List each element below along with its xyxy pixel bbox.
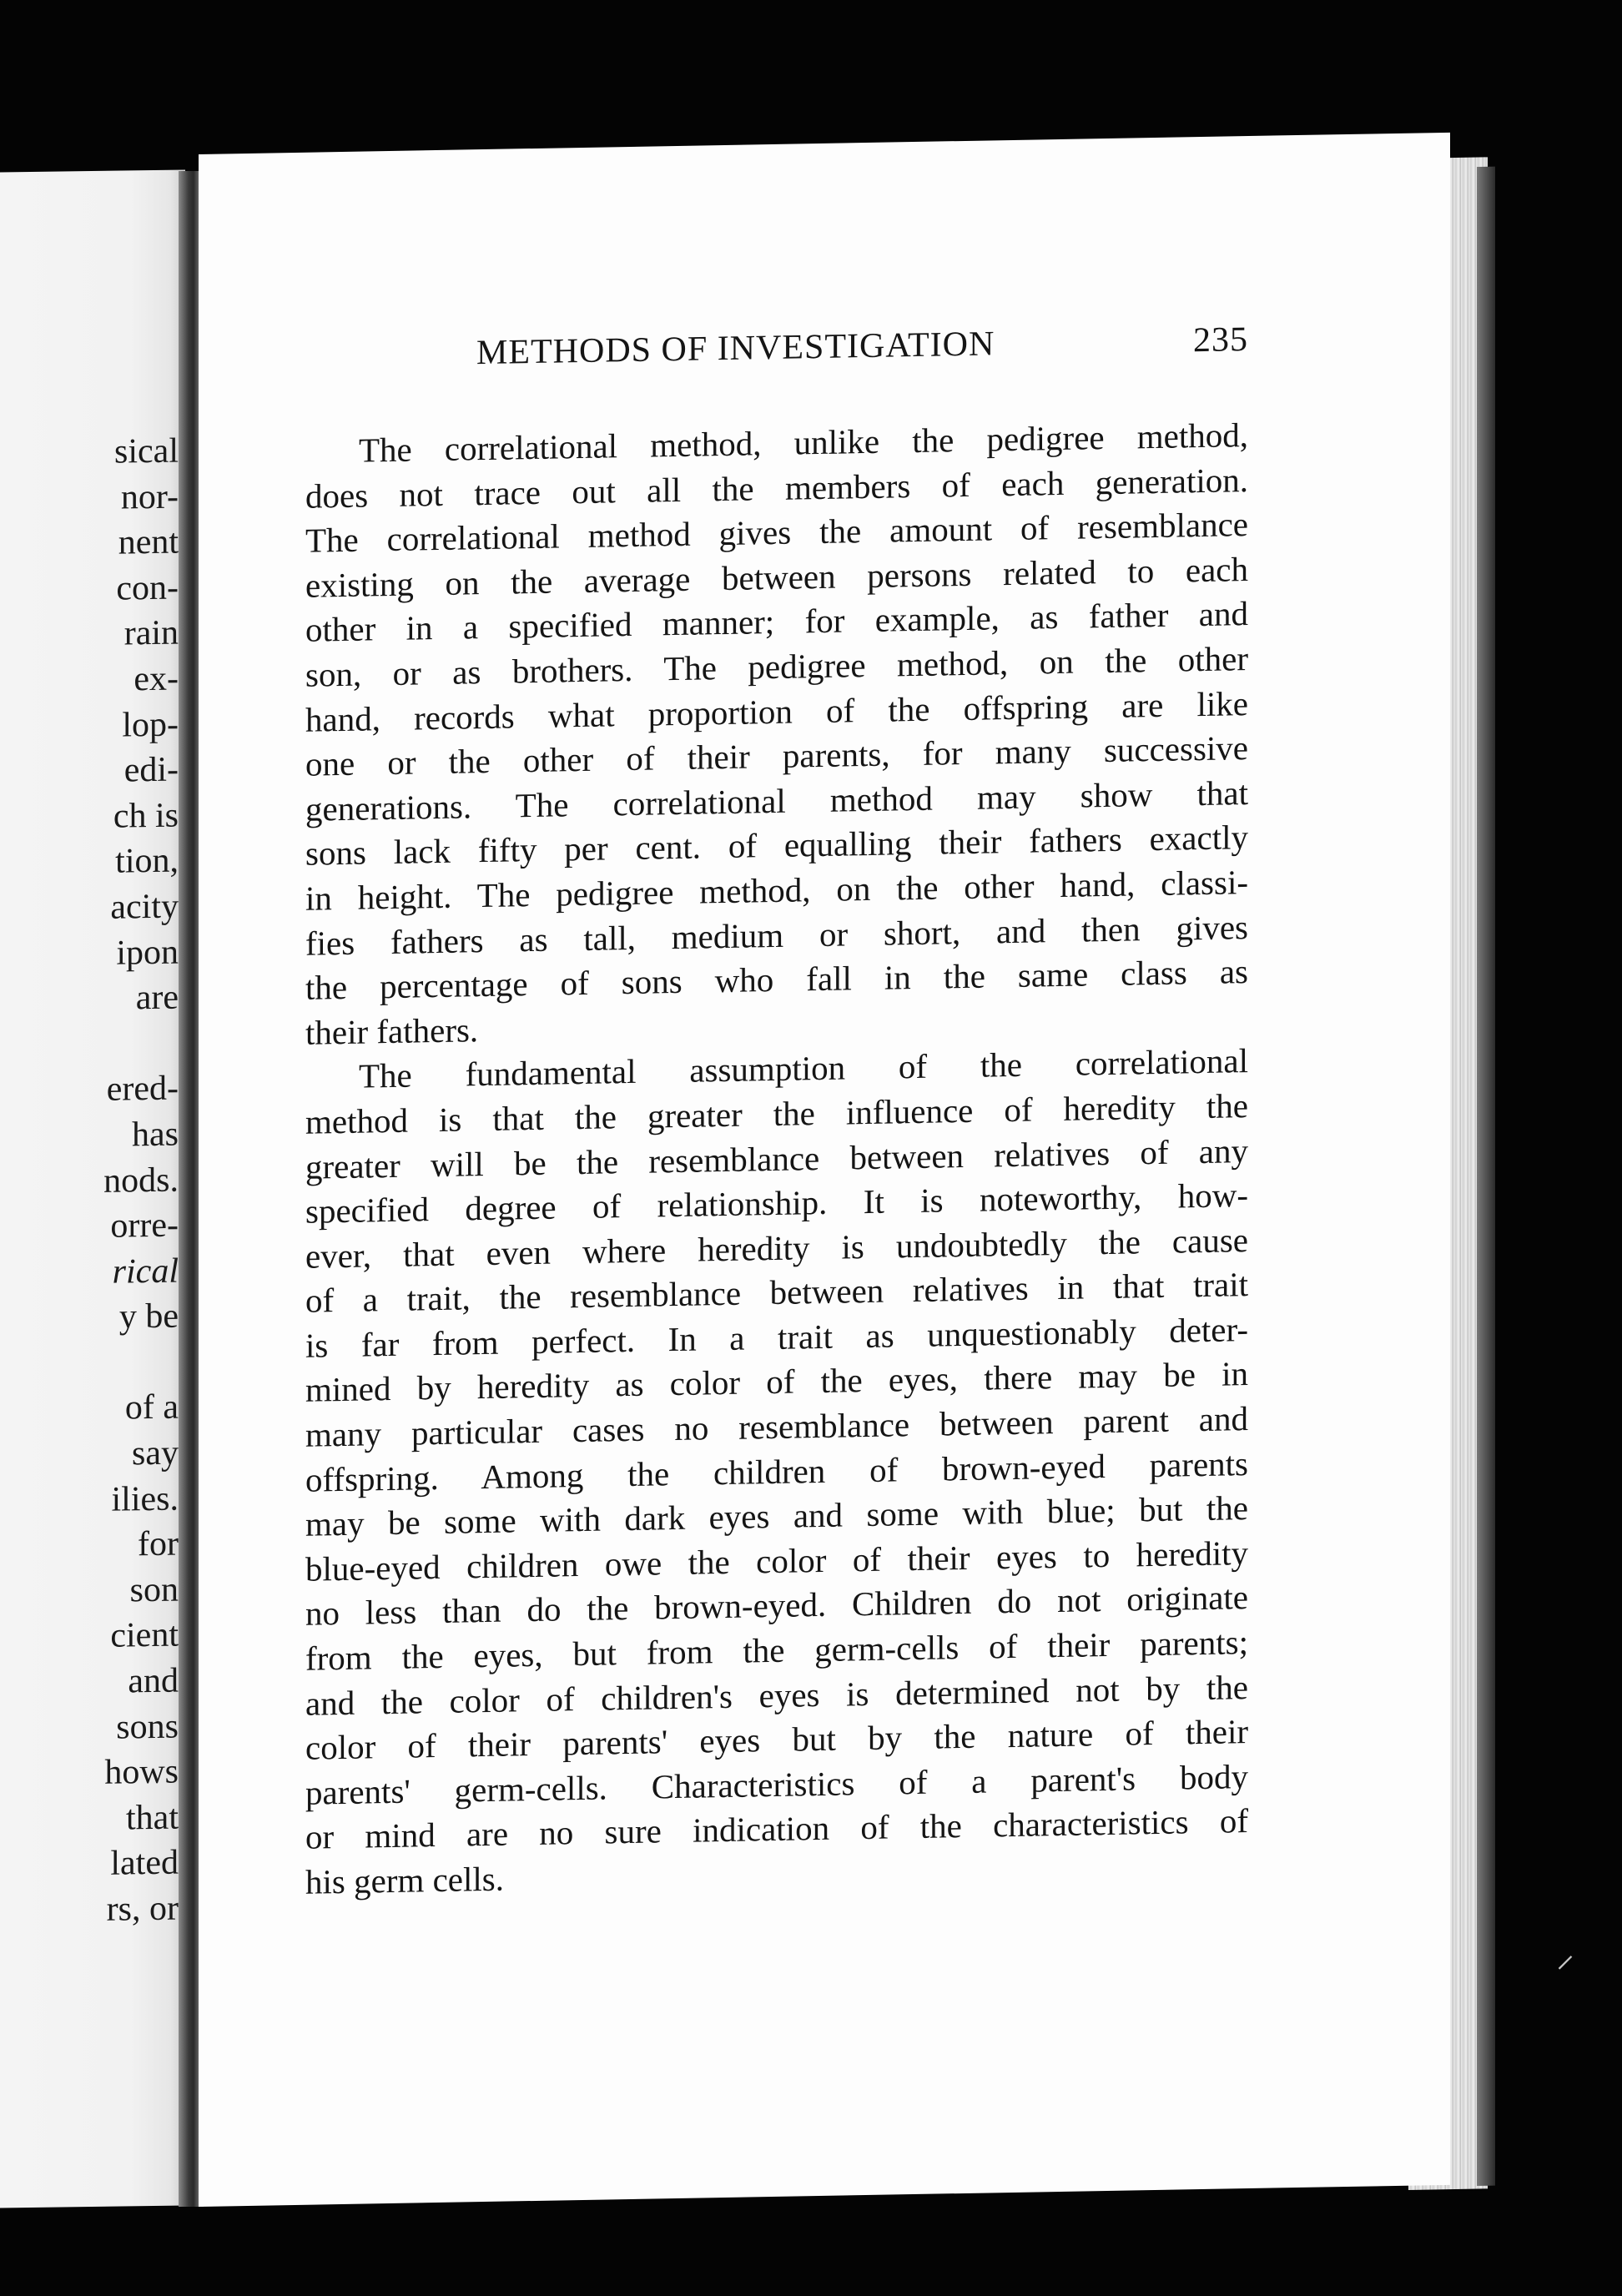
text-line: and the color of children's eyes is determined not by the xyxy=(305,1667,1248,1723)
text-line: sons lack fifty per cent. of equalling their fathers exactly xyxy=(305,818,1248,874)
left-page-line: orre- xyxy=(110,1206,179,1246)
left-page-line: say xyxy=(132,1433,179,1473)
left-page-line: lated xyxy=(110,1843,179,1884)
left-page-line: lop- xyxy=(122,705,179,745)
left-page-line: ex- xyxy=(133,659,179,699)
text-line: may be some with dark eyes and some with blue; but the xyxy=(305,1488,1248,1544)
left-page-line: son xyxy=(129,1570,179,1610)
text-line: son, or as brothers. The pedigree method, on the other xyxy=(305,639,1248,694)
text-line: The correlational method, unlike the pedigree method, xyxy=(359,415,1248,470)
left-page-line: hows xyxy=(104,1752,179,1793)
running-head xyxy=(305,320,1248,395)
left-page-text xyxy=(12,429,179,1934)
text-line: greater will be the resemblance between relatives of any xyxy=(305,1130,1248,1186)
left-page-line: sical xyxy=(114,431,179,471)
left-page xyxy=(0,169,185,2208)
left-page-line: edi- xyxy=(123,750,179,790)
body-text xyxy=(305,413,1248,1905)
text-line: existing on the average between persons related to each xyxy=(305,549,1248,605)
text-line: method is that the greater the influence of heredity the xyxy=(305,1085,1248,1141)
left-page-line: ipon xyxy=(116,933,179,973)
right-page xyxy=(199,133,1450,2207)
text-line: other in a specified manner; for example, as father and xyxy=(305,594,1248,650)
text-line: in height. The pedigree method, on the other hand, classi- xyxy=(305,862,1248,918)
left-page-line: cient xyxy=(110,1615,179,1656)
text-line: their fathers. xyxy=(305,1010,479,1052)
left-page-line: ilies. xyxy=(111,1479,179,1519)
text-line: specified degree of relationship. It is noteworthy, how- xyxy=(305,1176,1248,1231)
text-line: one or the other of their parents, for many successive xyxy=(305,728,1248,783)
left-page-line: nent xyxy=(118,522,179,562)
left-page-line xyxy=(12,1020,179,1068)
text-line: The fundamental assumption of the correlational xyxy=(359,1041,1248,1095)
left-page-line: con- xyxy=(116,568,179,608)
text-line: fies fathers as tall, medium or short, and then gives xyxy=(305,907,1248,963)
scan-artifact-mark: ⸝ xyxy=(1556,1933,1574,1976)
text-line: color of their parents' eyes but by the nature of their xyxy=(305,1712,1248,1767)
text-line: offspring. Among the children of brown-eyed parents xyxy=(305,1443,1248,1499)
left-page-line: y be xyxy=(118,1297,179,1337)
page-edge-shadow xyxy=(1477,167,1495,2186)
running-title: METHODS OF INVESTIGATION xyxy=(476,325,995,373)
text-line: blue-eyed children owe the color of their eyes to heredity xyxy=(305,1533,1248,1589)
left-page-line: acity xyxy=(110,887,179,927)
text-line: his germ cells. xyxy=(305,1859,504,1901)
left-page-line: of a xyxy=(124,1388,179,1427)
text-line: parents' germ-cells. Characteristics of a parent's body xyxy=(305,1756,1248,1812)
text-line: does not trace out all the members of each generation. xyxy=(305,460,1248,516)
left-page-line: for xyxy=(138,1524,179,1564)
text-line: mined by heredity as color of the eyes, there may be in xyxy=(305,1354,1248,1410)
left-page-line: sons xyxy=(116,1707,179,1747)
left-page-line: ch is xyxy=(113,796,179,836)
text-line: from the eyes, but from the germ-cells of their parents; xyxy=(305,1623,1248,1678)
text-line: many particular cases no resemblance between parent and xyxy=(305,1399,1248,1454)
left-page-line: ered- xyxy=(106,1069,179,1110)
text-line: or mind are no sure indication of the characteristics of xyxy=(305,1801,1248,1857)
left-page-line: nods. xyxy=(103,1161,179,1201)
text-line: hand, records what proportion of the offspring are like xyxy=(305,683,1248,739)
text-line: is far from perfect. In a trait as unquestionably deter- xyxy=(305,1309,1248,1365)
left-page-line: rical xyxy=(112,1251,179,1292)
text-line: The correlational method gives the amount of resemblance xyxy=(305,505,1248,560)
left-page-line: has xyxy=(132,1115,179,1155)
text-line: the percentage of sons who fall in the same class as xyxy=(305,952,1248,1007)
paragraph xyxy=(305,1039,1248,1905)
page-number: 235 xyxy=(1193,320,1248,360)
left-page-line: tion, xyxy=(115,841,179,881)
left-page-line: rain xyxy=(123,613,179,653)
text-line: no less than do the brown-eyed. Children do not originate xyxy=(305,1578,1248,1634)
left-page-line xyxy=(12,1339,179,1387)
text-block xyxy=(305,320,1248,1905)
text-line: ever, that even where heredity is undoubtedly the cause xyxy=(305,1220,1248,1276)
left-page-line: are xyxy=(135,978,179,1018)
paragraph xyxy=(305,413,1248,1055)
left-page-line: rs, or xyxy=(106,1889,179,1929)
text-line: of a trait, the resemblance between relatives in that trait xyxy=(305,1265,1248,1321)
left-page-line: and xyxy=(128,1661,179,1701)
left-page-line: nor- xyxy=(120,477,179,517)
text-line: generations. The correlational method may show that xyxy=(305,773,1248,828)
left-page-line: that xyxy=(126,1798,179,1838)
